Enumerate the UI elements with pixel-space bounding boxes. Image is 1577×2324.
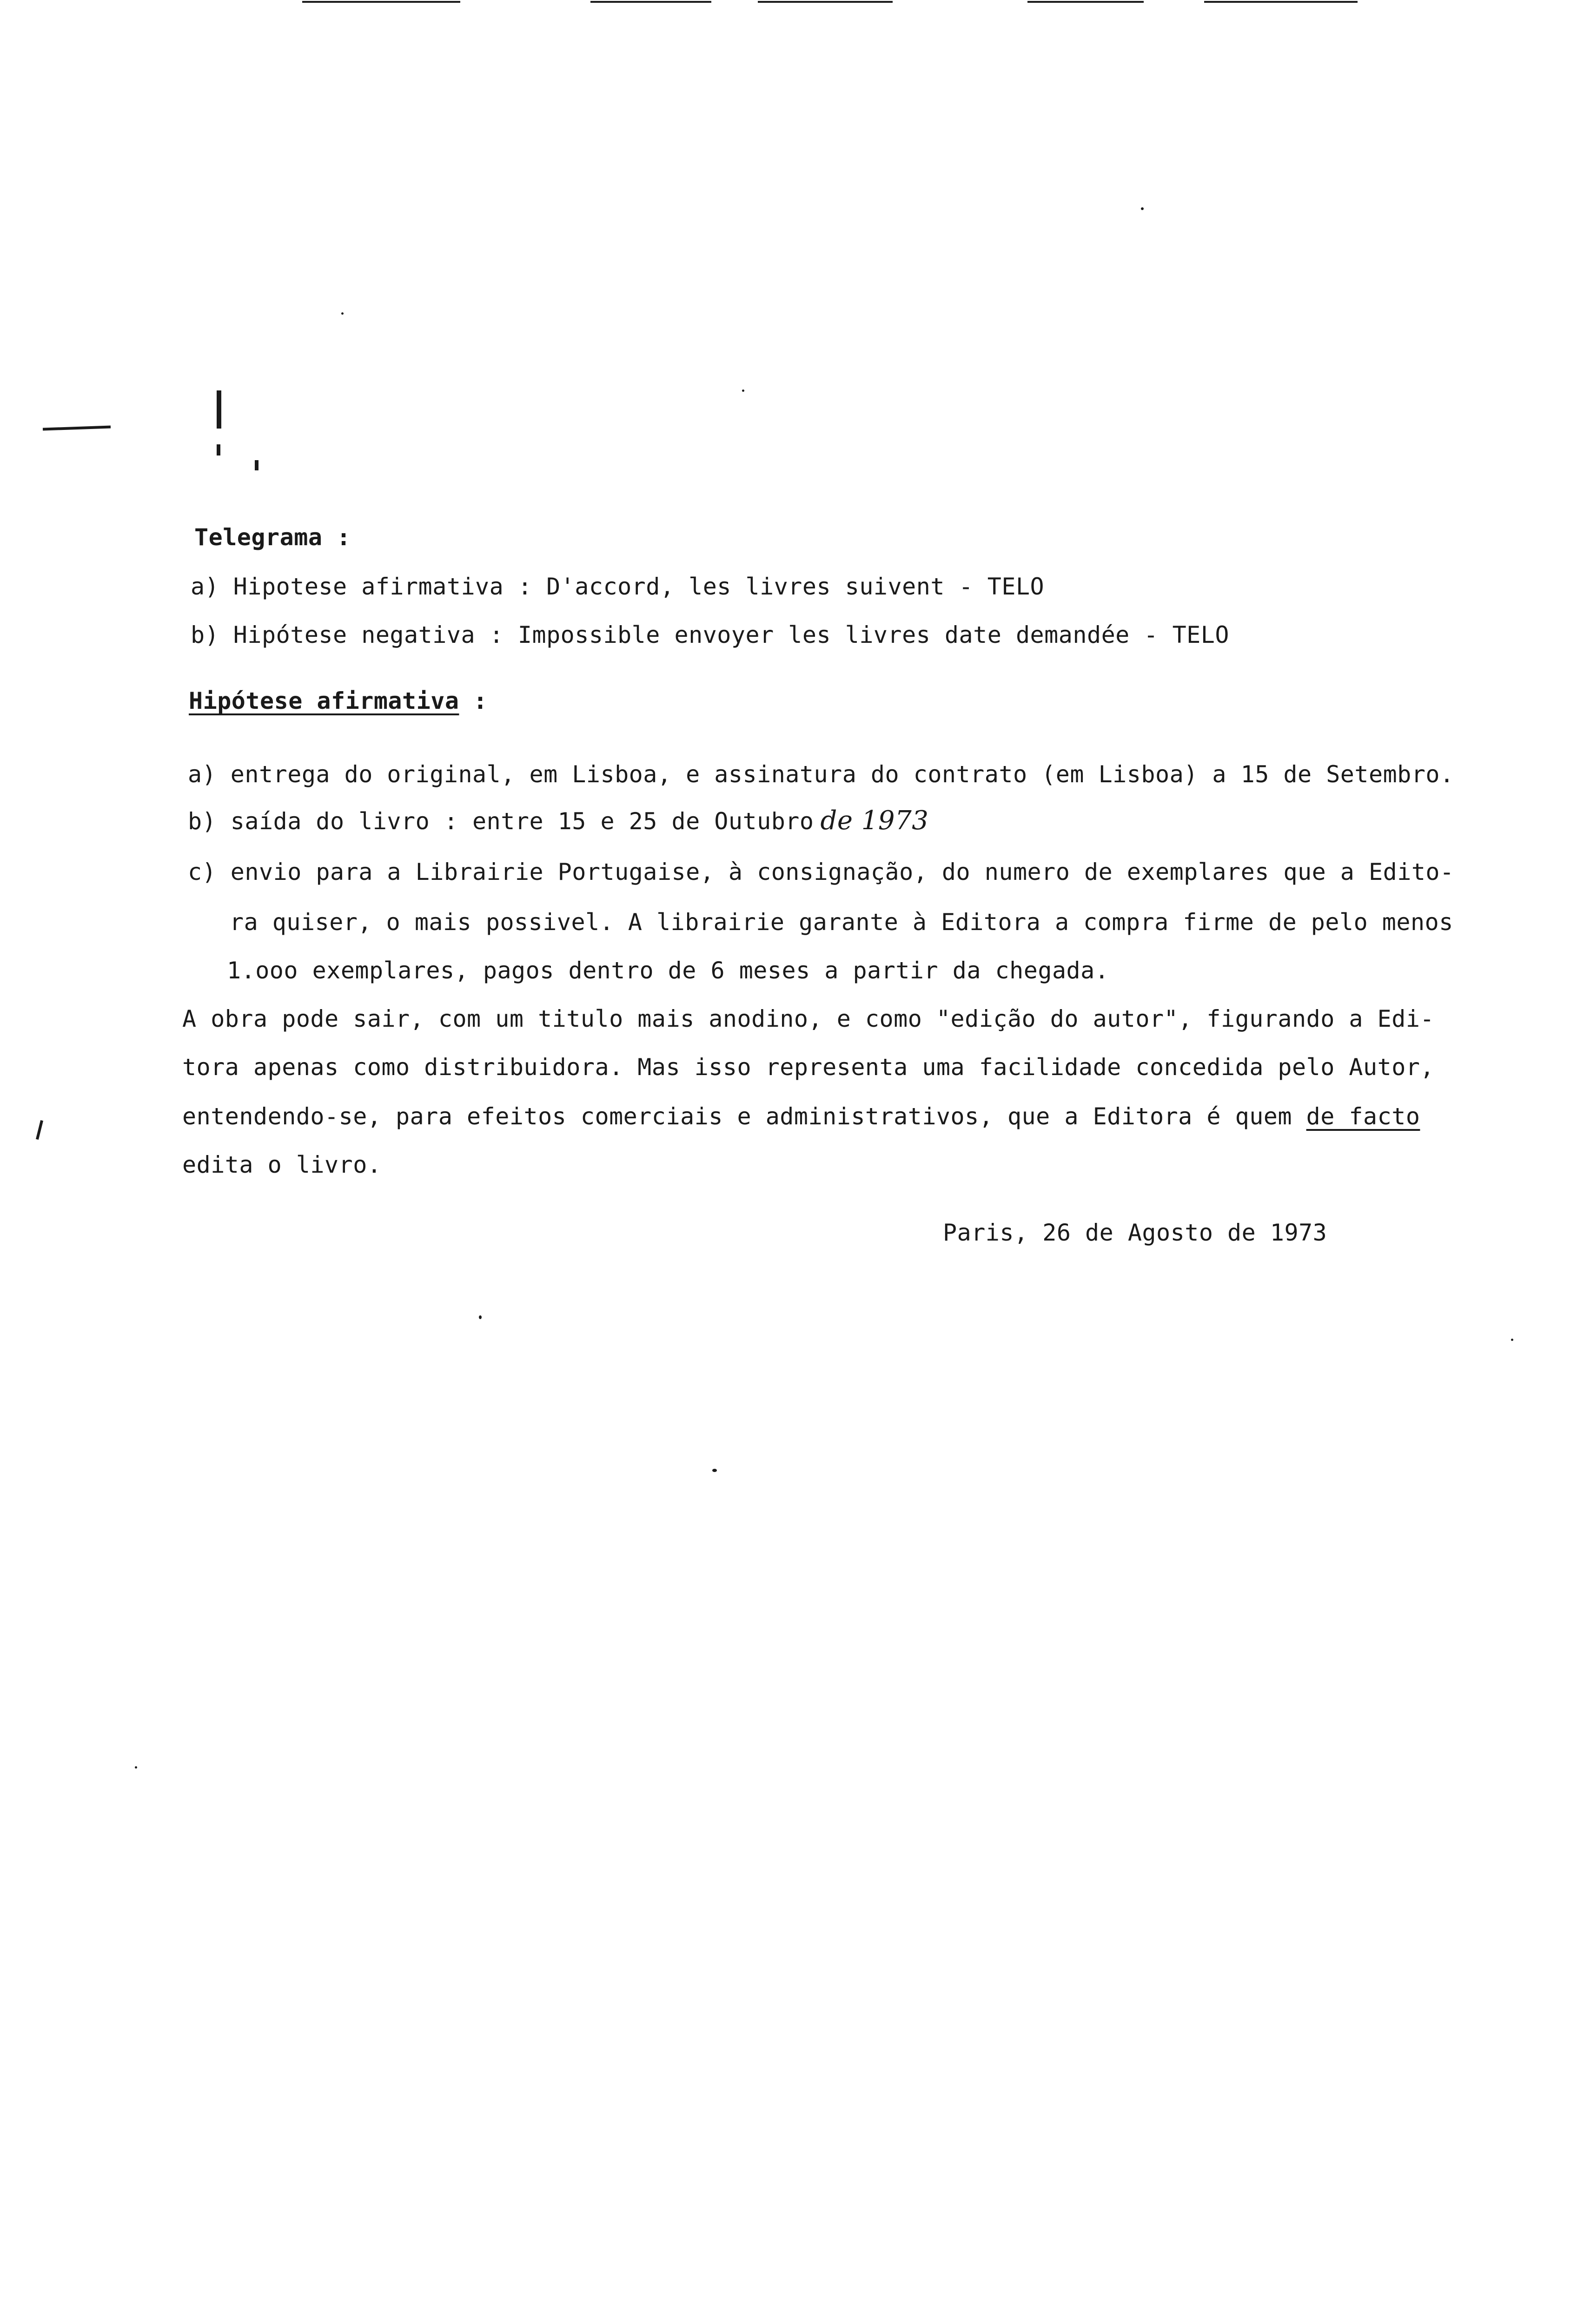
section-heading	[189, 686, 488, 716]
speck	[712, 1469, 717, 1472]
section-heading-colon: :	[459, 687, 488, 714]
condition-item-a: a) entrega do original, em Lisboa, e assinatura do contrato (em Lisboa) a 15 de Setembro.	[188, 761, 1454, 788]
condition-item-b	[188, 806, 928, 836]
scan-mark	[1027, 1, 1144, 3]
scan-mark	[1204, 1, 1358, 3]
telegrama-heading: Telegrama :	[194, 524, 351, 551]
condition-item-c-line-1: c) envio para a Librairie Portugaise, à consignação, do numero de exemplares que a Edito-	[188, 858, 1454, 885]
exclamation-mark-stroke	[217, 390, 221, 429]
speck	[742, 390, 744, 392]
small-pen-mark	[255, 460, 258, 470]
place-date-line: Paris, 26 de Agosto de 1973	[943, 1219, 1327, 1246]
exclamation-mark-dot	[217, 444, 220, 456]
margin-dash-mark	[43, 425, 111, 430]
speck	[135, 1766, 137, 1769]
condition-item-c-line-3: 1.ooo exemplares, pagos dentro de 6 meses a partir da chegada.	[227, 957, 1109, 984]
scan-mark	[758, 1, 893, 3]
paragraph-line-1: A obra pode sair, com um titulo mais anodino, e como "edição do autor", figurando a Edi-	[182, 1005, 1435, 1032]
condition-item-b-text: b) saída do livro : entre 15 e 25 de Outubro	[188, 808, 814, 835]
section-heading-text: Hipótese afirmativa	[189, 687, 459, 714]
paragraph-line-3-text: entendendo-se, para efeitos comerciais e administrativos, que a Editora é quem	[182, 1103, 1306, 1130]
underlined-de-facto: de facto	[1306, 1103, 1420, 1130]
handwritten-year-annotation: de 1973	[820, 805, 929, 836]
paragraph-line-2: tora apenas como distribuidora. Mas isso representa uma facilidade concedida pelo Autor,	[182, 1054, 1435, 1081]
telegrama-item-b: b) Hipótese negativa : Impossible envoyer les livres date demandée - TELO	[191, 621, 1229, 648]
scan-mark	[590, 1, 711, 3]
condition-item-c-line-2: ra quiser, o mais possivel. A librairie garante à Editora a compra firme de pelo menos	[230, 909, 1453, 936]
speck	[1141, 207, 1144, 210]
speck	[1511, 1339, 1513, 1341]
paragraph-line-4: edita o livro.	[182, 1151, 382, 1178]
telegrama-item-a: a) Hipotese afirmativa : D'accord, les livres suivent - TELO	[191, 573, 1045, 600]
scan-mark	[302, 1, 460, 3]
speck	[479, 1315, 482, 1319]
paragraph-line-3	[182, 1102, 1420, 1131]
margin-paren-mark	[36, 1120, 43, 1140]
speck	[341, 312, 344, 315]
